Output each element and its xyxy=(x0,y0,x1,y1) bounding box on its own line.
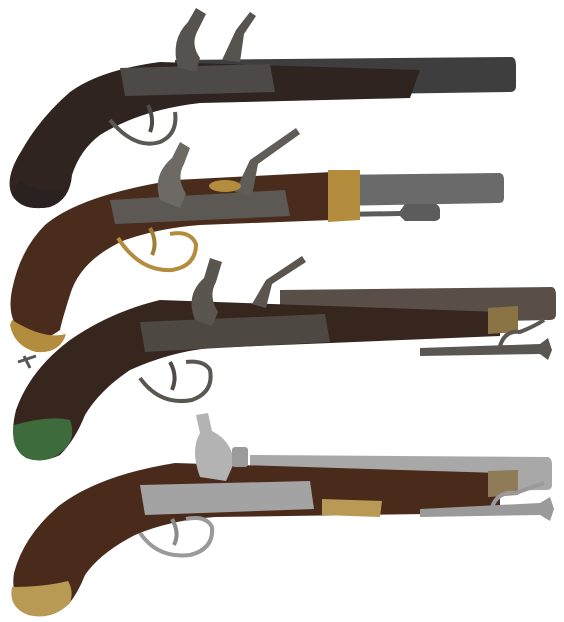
pistol-4 xyxy=(0,405,564,622)
pistol-3-ramrod-swivel xyxy=(420,338,552,360)
pistol-1-frizzen xyxy=(222,12,256,62)
pistol-3-trigger xyxy=(170,362,175,390)
pistol-4-hammer xyxy=(195,413,234,481)
pistol-4-trigger xyxy=(172,519,177,545)
pistol-1-lock-plate xyxy=(120,64,275,96)
pistol-2-pan xyxy=(209,180,241,192)
pistol-3-band xyxy=(488,306,518,334)
pistol-4-escutcheon xyxy=(322,499,382,517)
pistol-4-lock-plate xyxy=(140,481,314,515)
pistol-4-nipple xyxy=(232,447,248,467)
pistol-2-brass-band xyxy=(328,170,360,222)
